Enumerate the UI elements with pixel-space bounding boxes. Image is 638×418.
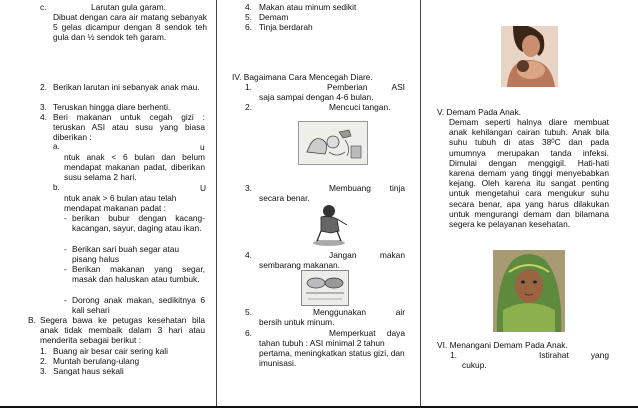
prev-3-rest: secara benar.	[259, 193, 310, 203]
mid-num-5: 5.	[245, 12, 252, 22]
marker-b-u: U	[200, 183, 207, 193]
fever-paragraph-a: Demam seperti halnya diare membuat anak kehilangan cairan tubuh. Anak bila suhu tubuh di atas 38	[449, 117, 609, 148]
c-title: Larutan gula garam.	[91, 2, 166, 12]
heading-v: V. Demam Pada Anak.	[437, 107, 521, 117]
dash-3: -	[64, 264, 67, 274]
marker-a-u: u	[200, 142, 205, 152]
heading-iv: IV. Bagaimana Cara Mencegah Diare.	[232, 72, 373, 82]
dash-2: -	[64, 244, 67, 254]
prev-3-head: Membuang tinja	[329, 183, 405, 193]
prev-6-rest: tahan tubuh : ASI minimal 2 tahun pertama, meningkatkan status gizi, dan imunisasi.	[259, 338, 405, 369]
fever-paragraph	[449, 117, 609, 229]
symptom-2: Muntah berulang-ulang	[53, 356, 140, 366]
item-dash-3: Berikan makanan yang segar, masak dan haluskan atau tumbuk.	[72, 264, 205, 285]
degree-superscript: 0	[551, 139, 555, 146]
symptom-1: Buang air besar cair sering kali	[53, 346, 168, 356]
item-dash-4: Dorong anak makan, sedikitnya 6 kali sehari	[72, 295, 205, 316]
item-4: Beri makanan untuk cegah gizi : teruskan ASI atau susu yang biasa diberikan :	[53, 112, 205, 143]
mid-num-4: 4.	[245, 2, 252, 12]
prev-num-2: 2.	[245, 102, 252, 112]
page-bottom-border	[0, 406, 638, 418]
column-left	[0, 0, 215, 416]
mid-item-5: Demam	[259, 12, 289, 22]
mid-item-6: Tinja berdarah	[259, 22, 313, 32]
sym-num-3: 3.	[40, 366, 47, 376]
prev-5-rest: bersih untuk minum.	[259, 317, 335, 327]
treat-1-rest: cukup.	[462, 360, 487, 370]
prev-5-head: Menggunakan air	[313, 307, 405, 317]
marker-B: B.	[28, 315, 36, 325]
prev-num-5: 5.	[245, 307, 252, 317]
treat-num-1: 1.	[450, 350, 457, 360]
item-B-text: Segera bawa ke petugas kesehatan bila anak tidak membaik dalam 3 hari atau menderita sebagai berikut :	[40, 315, 205, 346]
column-middle	[217, 0, 420, 416]
dash-1: -	[64, 213, 67, 223]
sym-num-2: 2.	[40, 356, 47, 366]
prev-num-4: 4.	[245, 250, 252, 260]
item-dash-1: berikan bubur dengan kacang-kacangan, sayur, daging atau ikan.	[72, 213, 205, 234]
num-3: 3.	[40, 102, 47, 112]
prev-6-head: Memperkuat daya	[329, 328, 405, 338]
prev-1-head: Pemberian ASI	[327, 82, 405, 92]
dash-4: -	[64, 295, 67, 305]
prev-4-head: Jangan makan	[329, 250, 405, 260]
c-text: Dibuat dengan cara air matang sebanyak 5 gelas dicampur dengan 8 sendok teh gula dan ½ sendok teh garam.	[53, 12, 207, 43]
column-right	[421, 0, 638, 416]
item-2: Berikan larutan ini sebanyak anak mau.	[53, 82, 200, 92]
item-b-text: ntuk anak > 6 bulan atau telah mendapat makanan padat :	[64, 193, 177, 214]
item-3: Teruskan hingga diare berhenti.	[53, 102, 171, 112]
child-portrait-photo	[493, 250, 565, 332]
prev-1-rest: saja sampai dengan 4-6 bulan.	[259, 92, 374, 102]
food-illustration	[301, 270, 349, 306]
marker-a: a.	[53, 142, 60, 151]
mid-num-6: 6.	[245, 22, 252, 32]
treat-1-head: Istirahat yang	[539, 350, 609, 360]
mother-baby-photo	[501, 26, 558, 87]
prev-num-1: 1.	[245, 82, 252, 92]
sym-num-1: 1.	[40, 346, 47, 356]
fever-paragraph-b: C dan pada umumnya merupakan tanda infeksi. Dimulai dengan menggigil. Hati-hati karena demam yang tinggi menyebabkan kejang. Oleh karena itu sangat penting untuk mengetahui cara mengukur suhu secara benar, apa yang harus dilakukan untuk mengurangi demam dan bilamana segera ke pelayanan kesehatan.	[449, 137, 609, 230]
prev-2: Mencuci tangan.	[329, 102, 391, 112]
marker-b: b.	[53, 183, 60, 192]
squatting-child-illustration	[307, 203, 353, 247]
num-2: 2.	[40, 82, 47, 92]
prev-4-rest: sembarang makanan.	[259, 260, 341, 270]
mid-item-4: Makan atau minum sedikit	[259, 2, 357, 12]
heading-vi: VI. Menangani Demam Pada Anak.	[437, 340, 568, 350]
prev-num-3: 3.	[245, 183, 252, 193]
list-marker-c: c.	[40, 2, 47, 12]
symptom-3: Sangat haus sekali	[53, 366, 124, 376]
prev-num-6: 6.	[245, 328, 252, 338]
item-dash-2: Berikan sari buah segar atau pisang halus	[72, 244, 180, 265]
item-a-text: ntuk anak < 6 bulan dan belum mendapat makanan padat, diberikan susu selama 2 hari.	[64, 152, 205, 183]
handwashing-illustration	[298, 121, 368, 165]
num-4: 4.	[40, 112, 47, 122]
